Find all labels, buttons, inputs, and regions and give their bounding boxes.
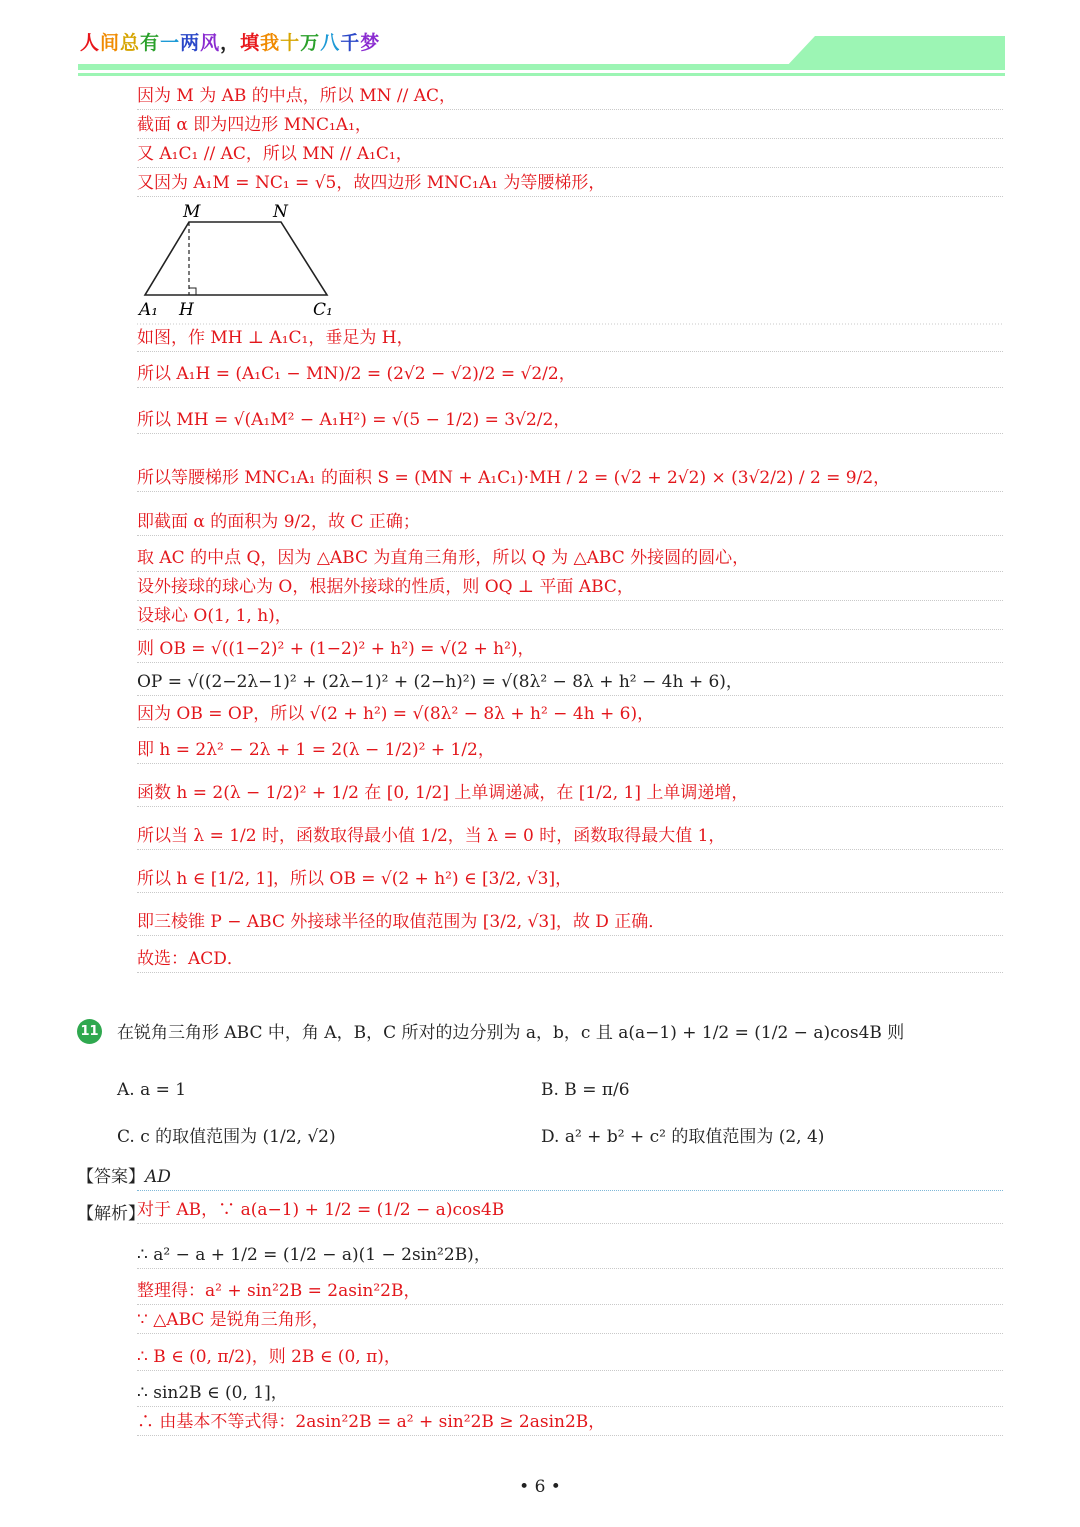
answer-label: 【答案】 xyxy=(77,1167,145,1187)
header-char: 千 xyxy=(340,32,361,54)
header-char: 人 xyxy=(80,32,101,54)
question-number-badge: 11 xyxy=(77,1019,102,1044)
header-slogan xyxy=(80,28,380,55)
header-char: 有 xyxy=(140,32,161,54)
solution-line: 设外接球的球心为 O，根据外接球的性质，则 OQ ⊥ 平面 ABC， xyxy=(137,574,1003,601)
solution-line: 所以当 λ = 1/2 时，函数取得最小值 1/2，当 λ = 0 时，函数取得最大值 1， xyxy=(137,823,1003,850)
header-char: 间 xyxy=(100,32,121,54)
option-a: A. a = 1 xyxy=(117,1080,187,1100)
solution-line: 取 AC 的中点 Q，因为 △ABC 为直角三角形，所以 Q 为 △ABC 外接圆的圆心， xyxy=(137,545,1003,572)
option-c: C. c 的取值范围为 (1/2, √2) xyxy=(117,1127,336,1147)
solution-line: 又因为 A₁M = NC₁ = √5，故四边形 MNC₁A₁ 为等腰梯形， xyxy=(137,170,1003,197)
question-stem: 在锐角三角形 ABC 中，角 A，B，C 所对的边分别为 a，b，c 且 a(a−1) + 1/2 = (1/2 − a)cos4B 则 xyxy=(117,1023,905,1043)
header-char: ， xyxy=(220,32,241,54)
solution-line: 如图，作 MH ⊥ A₁C₁，垂足为 H， xyxy=(137,325,1003,352)
label-n: N xyxy=(273,202,288,222)
analysis-line: ∴ sin2B ∈ (0, 1]， xyxy=(137,1380,1003,1407)
solution-line: 截面 α 即为四边形 MNC₁A₁， xyxy=(137,112,1003,139)
option-d: D. a² + b² + c² 的取值范围为 (2, 4) xyxy=(541,1127,825,1147)
solution-line: 所以等腰梯形 MNC₁A₁ 的面积 S = (MN + A₁C₁)·MH / 2 = (√2 + 2√2) × (3√2/2) / 2 = 9/2， xyxy=(137,465,1003,492)
header-char: 风 xyxy=(200,32,221,54)
answer-value: AD xyxy=(145,1167,171,1187)
header-char: 填 xyxy=(240,32,261,54)
header-char: 梦 xyxy=(360,32,381,54)
label-a1: A₁ xyxy=(139,300,159,320)
solution-line: 即三棱锥 P − ABC 外接球半径的取值范围为 [3/2, √3]，故 D 正确． xyxy=(137,909,1003,936)
analysis-line: ∴ B ∈ (0, π/2)，则 2B ∈ (0, π)， xyxy=(137,1344,1003,1371)
analysis-line: 整理得：a² + sin²2B = 2asin²2B， xyxy=(137,1278,1003,1305)
analysis-label: 【解析】 xyxy=(77,1204,145,1224)
solution-line: 因为 OB = OP，所以 √(2 + h²) = √(8λ² − 8λ + h² − 4h + 6)， xyxy=(137,701,1003,728)
solution-line: 所以 h ∈ [1/2, 1]，所以 OB = √(2 + h²) ∈ [3/2, √3]， xyxy=(137,866,1003,893)
solution-line: 即 h = 2λ² − 2λ + 1 = 2(λ − 1/2)² + 1/2， xyxy=(137,737,1003,764)
answer-row xyxy=(77,1162,171,1187)
solution-line: 即截面 α 的面积为 9/2，故 C 正确； xyxy=(137,509,1003,536)
label-h: H xyxy=(179,300,194,320)
analysis-line: 对于 AB，∵ a(a−1) + 1/2 = (1/2 − a)cos4B xyxy=(137,1197,1003,1224)
answer-divider xyxy=(137,1190,1003,1191)
solution-line: 设球心 O(1, 1, h)， xyxy=(137,603,1003,630)
analysis-line: ∵ △ABC 是锐角三角形， xyxy=(137,1307,1003,1334)
solution-line: 则 OB = √((1−2)² + (1−2)² + h²) = √(2 + h²)， xyxy=(137,636,1003,663)
page-number: • 6 • xyxy=(519,1477,561,1497)
analysis-line: ∴ 由基本不等式得：2asin²2B = a² + sin²2B ≥ 2asin2B， xyxy=(137,1409,1003,1436)
label-m: M xyxy=(183,202,201,222)
solution-line: 函数 h = 2(λ − 1/2)² + 1/2 在 [0, 1/2] 上单调递减，在 [1/2, 1] 上单调递增， xyxy=(137,780,1003,807)
header-char: 万 xyxy=(300,32,321,54)
option-b: B. B = π/6 xyxy=(541,1080,630,1100)
analysis-line: ∴ a² − a + 1/2 = (1/2 − a)(1 − 2sin²2B)， xyxy=(137,1242,1003,1269)
solution-line: 故选：ACD． xyxy=(137,946,1003,973)
header-char: 一 xyxy=(160,32,181,54)
trapezoid-figure xyxy=(137,198,1003,325)
header-char: 十 xyxy=(280,32,301,54)
solution-line: 所以 A₁H = (A₁C₁ − MN)/2 = (2√2 − √2)/2 = √2/2， xyxy=(137,361,1003,388)
solution-line: 因为 M 为 AB 的中点，所以 MN // AC， xyxy=(137,83,1003,110)
header-char: 两 xyxy=(180,32,201,54)
header-char: 我 xyxy=(260,32,281,54)
solution-line: 又 A₁C₁ // AC，所以 MN // A₁C₁， xyxy=(137,141,1003,168)
header-char: 八 xyxy=(320,32,341,54)
header-char: 总 xyxy=(120,32,141,54)
solution-line: OP = √((2−2λ−1)² + (2λ−1)² + (2−h)²) = √(8λ² − 8λ + h² − 4h + 6)， xyxy=(137,669,1003,696)
label-c1: C₁ xyxy=(313,300,333,320)
solution-line: 所以 MH = √(A₁M² − A₁H²) = √(5 − 1/2) = 3√2/2， xyxy=(137,407,1003,434)
